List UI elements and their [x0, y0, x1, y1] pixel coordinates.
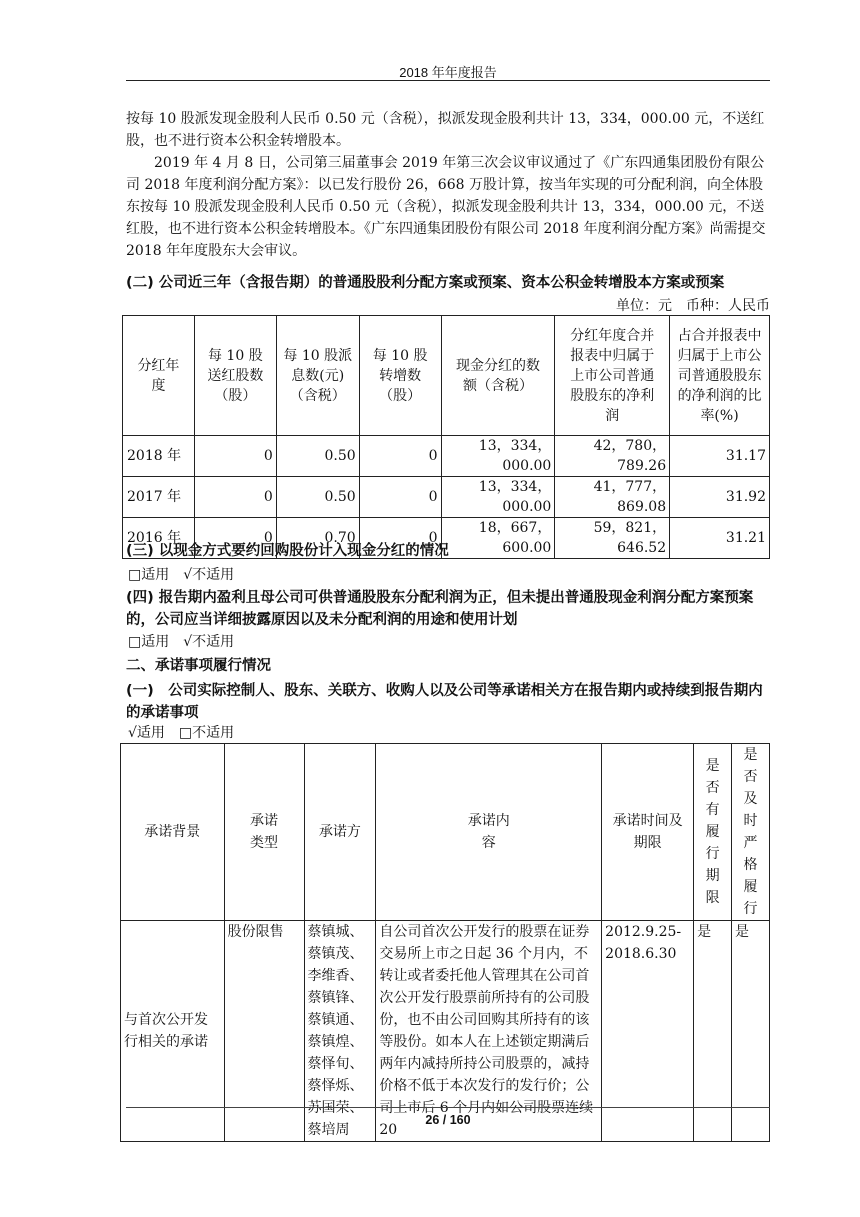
- cell-year: 2017 年: [123, 477, 195, 518]
- cell-cash-per-10: 0.70: [276, 518, 359, 559]
- cell-ratio: 31.17: [670, 436, 770, 477]
- dividend-table: [122, 315, 770, 559]
- cell-net-profit: 41，777，869.08: [555, 477, 670, 518]
- col-header-year: 分红年度: [123, 316, 195, 436]
- part-2-heading: 二、承诺事项履行情况: [126, 658, 271, 674]
- col-header-content: 承诺内容: [376, 744, 602, 921]
- pledge-table: [120, 743, 770, 1142]
- header-divider: [126, 80, 770, 81]
- footer-divider: [126, 1107, 770, 1108]
- col-header-bonus-shares: 每 10 股送红股数（股）: [194, 316, 276, 436]
- dividend-table-header-row: [123, 316, 770, 436]
- table-row: [121, 921, 770, 1142]
- cell-cash-amount: 13，334，000.00: [441, 477, 555, 518]
- cell-ratio: 31.92: [670, 477, 770, 518]
- cell-year: 2016 年: [123, 518, 195, 559]
- col-header-ratio: 占合并报表中归属于上市公司普通股股东的净利润的比率(%): [670, 316, 770, 436]
- cell-conversion: 0: [359, 518, 441, 559]
- cell-party: 蔡镇城、蔡镇茂、李维香、蔡镇锋、蔡镇通、蔡镇煌、蔡怿旬、蔡怿烁、苏国荣、蔡培周: [304, 921, 376, 1142]
- section-4-heading: (四) 报告期内盈利且母公司可供普通股股东分配利润为正，但未提出普通股现金利润分配方案预案的，公司应当详细披露原因以及未分配利润的用途和使用计划: [126, 590, 754, 628]
- cell-background: 与首次公开发行相关的承诺: [121, 921, 225, 1142]
- table-row: [123, 477, 770, 518]
- cell-cash-amount: 18，667，600.00: [441, 518, 555, 559]
- col-header-conversion: 每 10 股转增数（股）: [359, 316, 441, 436]
- col-header-background: 承诺背景: [121, 744, 225, 921]
- cell-period: 2012.9.25-2018.6.30: [602, 921, 694, 1142]
- cell-bonus: 0: [194, 477, 276, 518]
- cell-cash-amount: 13，334，000.00: [441, 436, 555, 477]
- currency-unit-label: 单位：元 币种：人民币: [616, 298, 770, 314]
- cell-has-term: 是: [694, 921, 732, 1142]
- cell-timely: 是: [732, 921, 770, 1142]
- col-header-timely: 是否及时严格履行: [732, 744, 770, 921]
- cell-net-profit: 59，821，646.52: [555, 518, 670, 559]
- report-header-title: 2018 年年度报告: [399, 65, 497, 80]
- intro-paragraph-1: 按每 10 股派发现金股利人民币 0.50 元（含税），拟派发现金股利共计 13，334，000.00 元，不送红股，也不进行资本公积金转增股本。: [126, 111, 765, 149]
- cell-content: 自公司首次公开发行的股票在证券交易所上市之日起 36 个月内，不转让或者委托他人管理其在公司首次公开发行股票前所持有的公司股份，也不由公司回购其所持有的该等股份。如本人在上述锁定期满后两年内减持所持公司股票的，减持价格不低于本次发行的发行价；公司上市后 6 个月内如公司股票连续 20: [376, 921, 602, 1142]
- part-2-1-heading: (一) 公司实际控制人、股东、关联方、收购人以及公司等承诺相关方在报告期内或持续到报告期内的承诺事项: [126, 683, 763, 721]
- cell-net-profit: 42，780，789.26: [555, 436, 670, 477]
- table-row: [123, 436, 770, 477]
- section-4-applicability: □适用 √不适用: [128, 634, 235, 650]
- cell-cash-per-10: 0.50: [276, 436, 359, 477]
- cell-type: 股份限售: [224, 921, 304, 1142]
- col-header-period: 承诺时间及期限: [602, 744, 694, 921]
- col-header-cash-per-10: 每 10 股派息数(元)（含税）: [276, 316, 359, 436]
- col-header-net-profit: 分红年度合并报表中归属于上市公司普通股股东的净利润: [555, 316, 670, 436]
- page-number: 26 / 160: [425, 1113, 471, 1127]
- cell-bonus: 0: [194, 436, 276, 477]
- intro-paragraph-2: 2019 年 4 月 8 日，公司第三届董事会 2019 年第三次会议审议通过了《广东四通集团股份有限公司 2018 年度利润分配方案》：以已发行股份 26，668 万股计算，按当年实现的可分配利润，向全体股东按每 10 股派发现金股利人民币 0.50 元（含税），拟派发现金股利共计 13，334，000.00 元，不送红股，也不进行资本公积金转增股本。《广东四通集团股份有限公司 2018 年度利润分配方案》尚需提交 2018 年年度股东大会审议。: [126, 155, 766, 259]
- col-header-has-term: 是否有履行期限: [694, 744, 732, 921]
- cell-ratio: 31.21: [670, 518, 770, 559]
- section-3-applicability: □适用 √不适用: [128, 567, 235, 583]
- col-header-cash-amount: 现金分红的数额（含税）: [441, 316, 555, 436]
- cell-conversion: 0: [359, 477, 441, 518]
- part-2-1-applicability: √适用 □不适用: [128, 725, 235, 741]
- section-3-heading: (三) 以现金方式要约回购股份计入现金分红的情况: [126, 543, 449, 559]
- pledge-table-header-row: [121, 744, 770, 921]
- cell-year: 2018 年: [123, 436, 195, 477]
- col-header-party: 承诺方: [304, 744, 376, 921]
- col-header-type: 承诺类型: [224, 744, 304, 921]
- cell-cash-per-10: 0.50: [276, 477, 359, 518]
- section-2-heading: (二) 公司近三年（含报告期）的普通股股利分配方案或预案、资本公积金转增股本方案或预案: [126, 275, 725, 291]
- cell-bonus: 0: [194, 518, 276, 559]
- cell-conversion: 0: [359, 436, 441, 477]
